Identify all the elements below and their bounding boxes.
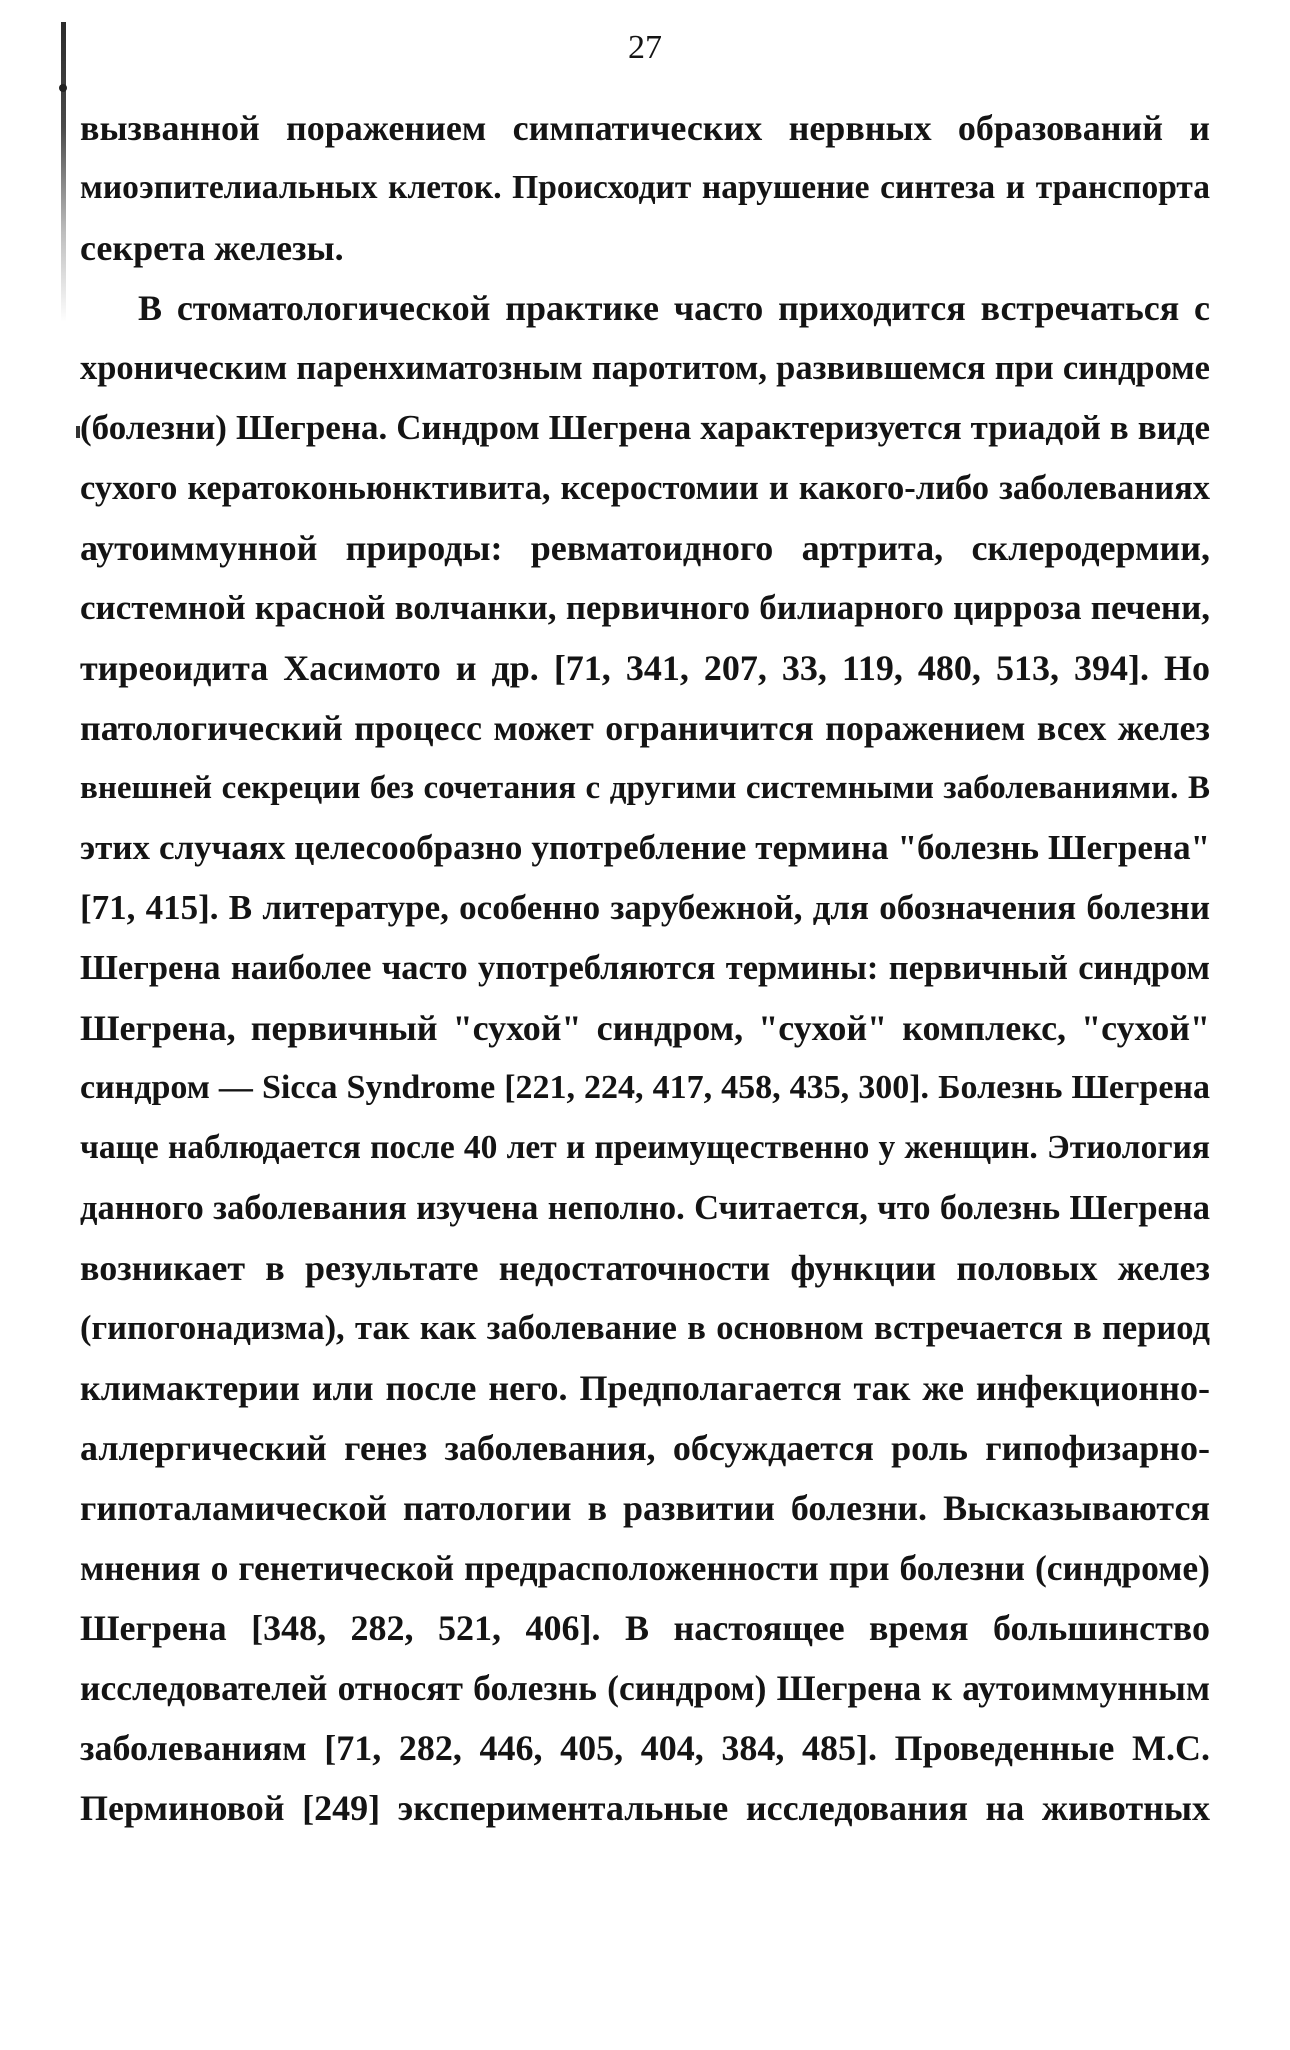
text-line: мнения о генетической предрасположенности при болезни (синдроме)	[80, 1548, 1210, 1588]
text-line: (гипогонадизма), так как заболевание в основном встречается в период	[80, 1309, 1210, 1347]
text-line: секрета железы.	[80, 228, 344, 268]
text-line: данного заболевания изучена неполно. Считается, что болезнь Шегрена	[80, 1189, 1210, 1227]
text-line: [71, 415]. В литературе, особенно зарубежной, для обозначения болезни	[80, 888, 1210, 927]
text-line: хроническим паренхиматозным паротитом, развившемся при синдроме	[80, 349, 1210, 387]
text-line: патологический процесс может ограничится поражением всех желез	[80, 708, 1210, 748]
text-line: чаще наблюдается после 40 лет и преимущественно у женщин. Этиология	[80, 1129, 1210, 1166]
text-line: Шегрена, первичный "сухой" синдром, "сухой" комплекс, "сухой"	[80, 1008, 1210, 1048]
text-line: Перминовой [249] экспериментальные исследования на животных	[80, 1788, 1210, 1828]
text-line: вызванной поражением симпатических нервных образований и	[80, 108, 1210, 148]
text-line: (болезни) Шегрена. Синдром Шегрена характеризуется триадой в виде	[80, 408, 1210, 447]
text-line: В стоматологической практике часто приходится встречаться с	[138, 288, 1210, 328]
text-line: климактерии или после него. Предполагается так же инфекционно-	[80, 1368, 1210, 1408]
text-line: синдром — Sicca Syndrome [221, 224, 417, 458, 435, 300]. Болезнь Шегрена	[80, 1069, 1210, 1106]
text-line: внешней секреции без сочетания с другими системными заболеваниями. В	[80, 770, 1210, 806]
text-line: заболеваниям [71, 282, 446, 405, 404, 384, 485]. Проведенные М.С.	[80, 1728, 1210, 1768]
text-line: сухого кератоконьюнктивита, ксеростомии и какого-либо заболеваниях	[80, 469, 1210, 507]
text-line: системной красной волчанки, первичного билиарного цирроза печени,	[80, 588, 1210, 627]
scan-margin-mark	[59, 84, 67, 92]
text-line: гипоталамической патологии в развитии болезни. Высказываются	[80, 1488, 1210, 1528]
text-line: аллергический генез заболевания, обсуждается роль гипофизарно-	[80, 1428, 1210, 1468]
text-line: исследователей относят болезнь (синдром) Шегрена к аутоиммунным	[80, 1668, 1210, 1708]
text-line: тиреоидита Хасимото и др. [71, 341, 207, 33, 119, 480, 513, 394]. Но	[80, 648, 1210, 688]
text-line: аутоиммунной природы: ревматоидного артрита, склеродермии,	[80, 528, 1210, 568]
text-line: Шегрена [348, 282, 521, 406]. В настоящее время большинство	[80, 1608, 1210, 1648]
text-line: этих случаях целесообразно употребление термина "болезнь Шегрена"	[80, 828, 1210, 867]
body-text	[80, 98, 1210, 1838]
text-line: миоэпителиальных клеток. Происходит нарушение синтеза и транспорта	[80, 169, 1210, 206]
text-line: возникает в результате недостаточности функции половых желез	[80, 1248, 1210, 1288]
page-number: 27	[628, 29, 662, 66]
text-line: Шегрена наиболее часто употребляются термины: первичный синдром	[80, 949, 1210, 987]
